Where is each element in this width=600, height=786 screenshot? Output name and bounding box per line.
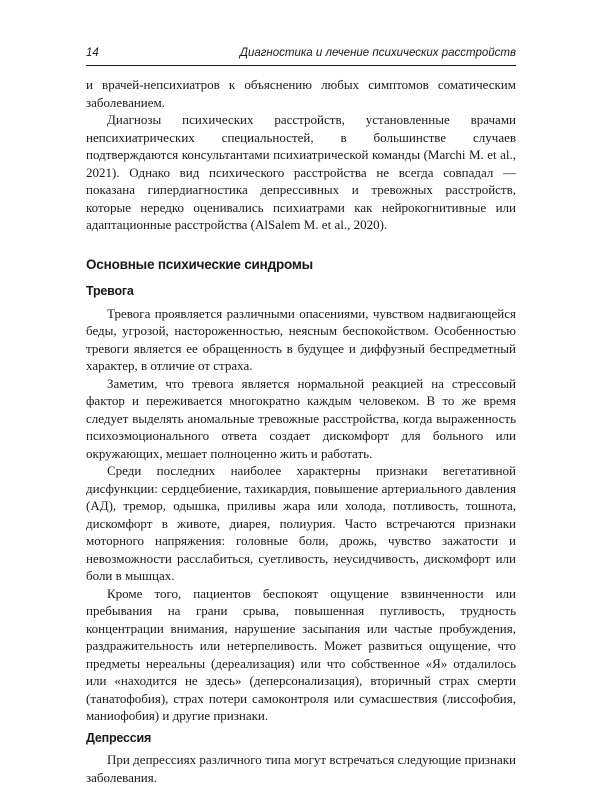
section-heading-syndromes: Основные психические синдромы (86, 256, 313, 272)
header-rule (86, 65, 516, 66)
running-header (86, 47, 516, 59)
paragraph-anxiety-signs: Среди последних наиболее характерны признаки вегетативной дисфункции: сердцебиение, тахикардия, повышение артериального давления (АД), тремор, одышка, приливы жара или холода, потливость, тошнота, дискомфорт в животе, диарея, полиурия. Часто встречаются признаки моторного напряжения: головные боли, дрожь, чувство зажатости и невозможности расслабиться, суетливость, неусидчивость, дискомфорт или боли в мышцах. (86, 463, 516, 583)
subheading-anxiety: Тревога (86, 284, 134, 298)
paragraph-anxiety-normal: Заметим, что тревога является нормальной реакцией на стрессовый фактор и переживается многократно каждым человеком. В то же время следует выделять аномальные тревожные расстройства, когда выраженность психоэмоционального ответа создает дискомфорт для больного или окружающих, мешает полноценно жить и работать. (86, 375, 516, 461)
page-number: 14 (86, 47, 99, 59)
page-body (86, 76, 516, 786)
running-title: Диагностика и лечение психических расстройств (239, 47, 516, 59)
paragraph-diagnoses: Диагнозы психических расстройств, установленные врачами непсихиатрических специальностей, в большинстве случаев подтверждаются консультантами психиатрической команды (Marchi M. et al., 2021). Однако вид психического расстройства не всегда совпадал — показана гипердиагностика депрессивных и тревожных расстройств, которые нередко оценивались психиатрами как нейрокогнитивные или адаптационные расстройства (AlSalem M. et al., 2020). (86, 112, 516, 232)
subheading-depression: Депрессия (86, 730, 152, 745)
paragraph-depression: При депрессиях различного типа могут встречаться следующие признаки заболевания. (86, 752, 516, 785)
paragraph-anxiety-definition: Тревога проявляется различными опасениями, чувством надвигающейся беды, угрозой, настороженностью, неясным беспокойством. Особенностью тревоги является ее обращенность в будущее и диффузный беспредметный характер, в отличие от страха. (86, 305, 516, 373)
paragraph-continuation: и врачей-непсихиатров к объяснению любых симптомов соматическим заболеванием. (86, 77, 516, 110)
paragraph-anxiety-more: Кроме того, пациентов беспокоят ощущение взвинченности или пребывания на грани срыва, повышенная пугливость, трудность концентрации внимания, нарушение засыпания или частые пробуждения, раздражительность или нетерпеливость. Может развиться ощущение, что предметы нереальны (дереализация) или что собственное «Я» отдалилось или «находится не здесь» (деперсонализация), вторичный страх смерти (танатофобия), страх потери самоконтроля или сумасшествия (лиссофобия, маниофобия) и другие признаки. (86, 585, 516, 723)
